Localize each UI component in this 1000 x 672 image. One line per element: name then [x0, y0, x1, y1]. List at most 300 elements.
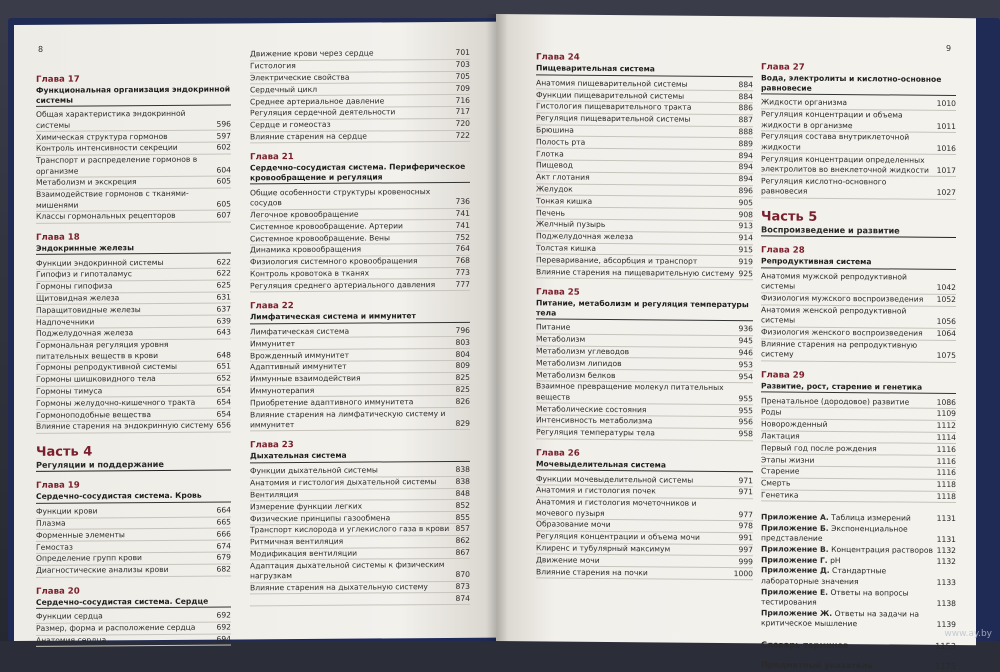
toc-entry-title: Щитовидная железа: [36, 293, 120, 303]
toc-entry-title: Гистология пищеварительного тракта: [536, 101, 692, 113]
toc-entry: [761, 339, 956, 363]
toc-entry-page: 692: [216, 610, 231, 621]
toc-entry-page: 741: [455, 208, 470, 218]
chapter-number: Глава 17: [36, 74, 80, 85]
glossary-title: Словарь терминов: [761, 638, 849, 650]
toc-entry-title: Функции крови: [36, 506, 98, 517]
toc-entry: [36, 188, 231, 212]
toc-entry-page: 674: [216, 541, 231, 551]
toc-entry-title: Метаболизм и экскреция: [36, 177, 137, 188]
toc-entry-title: Гормоноподобные вещества: [36, 409, 152, 420]
toc-entry-title: Первый год после рождения: [761, 443, 877, 454]
toc-entry-page: 894: [738, 174, 753, 184]
toc-entry-page: 652: [216, 373, 231, 383]
toc-entry-page: 977: [738, 509, 753, 519]
toc-entry-title: Тонкая кишка: [536, 196, 593, 206]
toc-entry-title: Приобретение адаптивного иммунитета: [250, 397, 414, 408]
toc-entry-title: Гипофиз и гипоталамус: [36, 269, 132, 280]
appendix-entry: [761, 565, 956, 588]
toc-entry-page: 886: [738, 103, 753, 113]
toc-entry-page: 796: [455, 325, 470, 335]
appendix-entry: [761, 587, 956, 610]
toc-entry-title: Анатомия пищеварительной системы: [536, 78, 688, 89]
appendix-text: [761, 608, 937, 630]
appendix-text: [761, 523, 937, 545]
toc-entry-title: Электрические свойства: [250, 72, 350, 83]
toc-entry-title: Полость рта: [536, 137, 586, 147]
toc-entry: [536, 267, 753, 281]
toc-entry-title: Лактация: [761, 431, 800, 441]
toc-entry: [250, 593, 470, 606]
toc-entry-title: Влияние старения на сердце: [250, 131, 367, 142]
chapter-number: Глава 23: [250, 440, 294, 451]
toc-entry-page: 692: [216, 622, 231, 632]
toc-entry-page: 999: [738, 556, 753, 566]
toc-entry-page: 716: [455, 95, 470, 105]
left-column-2: [250, 48, 470, 607]
toc-entry-page: 955: [738, 393, 753, 404]
chapter-number: Глава 18: [36, 232, 80, 243]
toc-entry: [536, 381, 753, 405]
page-number-left: 8: [38, 44, 44, 54]
toc-entry-page: 773: [455, 267, 470, 277]
chapter-title: Пищеварительная система: [536, 63, 753, 76]
appendix-label: Приложение Г.: [761, 554, 828, 565]
toc-entry: [536, 566, 753, 580]
toc-entry: [761, 176, 956, 200]
chapter-number: Глава 20: [36, 586, 80, 597]
toc-entry-page: 852: [455, 500, 470, 510]
toc-entry-page: 741: [455, 220, 470, 230]
toc-entry-title: [250, 604, 456, 605]
toc-entry-page: 1056: [936, 317, 956, 327]
toc-entry-title: Движение мочи: [536, 555, 600, 565]
toc-entry-title: Влияние старения на дыхательную систему: [250, 582, 428, 593]
toc-entry-page: 1042: [936, 283, 956, 293]
chapter-title: Мочевыделительная система: [536, 459, 753, 472]
chapter-number: Глава 26: [536, 447, 580, 459]
glossary-page: 1153: [935, 640, 956, 651]
chapter-title: Сердечно-сосудистая система. Сердце: [36, 596, 231, 609]
toc-entry-title: Гормоны гипофиза: [36, 281, 113, 292]
toc-entry-page: 648: [216, 350, 231, 360]
toc-entry-page: 894: [738, 150, 753, 160]
toc-entry-page: 873: [455, 581, 470, 591]
toc-entry-page: 946: [738, 348, 753, 358]
toc-entry: [250, 408, 470, 432]
toc-entry-title: Лимфатическая система: [250, 326, 350, 337]
appendix-label: Приложение Б.: [761, 522, 829, 533]
toc-entry-page: 622: [216, 257, 231, 267]
toc-entry-page: 717: [455, 107, 470, 117]
toc-entry-page: 848: [455, 488, 470, 498]
toc-entry-page: 936: [738, 324, 753, 334]
toc-entry-title: Старение: [761, 466, 800, 477]
toc-entry-page: 694: [216, 634, 231, 644]
toc-entry-title: Желчный пузырь: [536, 219, 606, 230]
toc-entry-title: Этапы жизни: [761, 454, 815, 465]
toc-entry-title: Среднее артериальное давление: [250, 95, 385, 106]
toc-entry-page: 1118: [936, 491, 956, 501]
toc-entry-title: Функции дыхательной системы: [250, 465, 378, 476]
toc-entry-title: Адаптация дыхательной системы к физическим нагрузкам: [250, 559, 445, 581]
toc-entry: [761, 305, 956, 329]
toc-entry-page: 768: [455, 255, 470, 266]
toc-entry-page: 777: [455, 279, 470, 289]
toc-entry-title: Анатомия сердца: [36, 635, 107, 645]
appendix-page: 1131: [936, 534, 956, 544]
glossary-entry: [761, 639, 956, 651]
toc-entry-title: Сердце и гомеостаз: [250, 119, 331, 130]
toc-entry-page: 958: [738, 429, 753, 439]
toc-entry-title: Поджелудочная железа: [536, 231, 634, 242]
left-column-1: [36, 73, 231, 647]
toc-entry-page: 722: [455, 130, 470, 140]
toc-entry-page: 914: [738, 233, 753, 243]
chapter-title: Сердечно-сосудистая система. Кровь: [36, 491, 231, 504]
toc-entry-title: Вентиляция: [250, 489, 299, 500]
toc-entry-page: 826: [455, 396, 470, 406]
toc-entry-title: Метаболизм белков: [536, 369, 616, 380]
toc-entry-page: 870: [455, 569, 470, 580]
toc-entry-page: 804: [455, 349, 470, 359]
toc-entry-page: 829: [455, 418, 470, 428]
toc-entry-title: Влияние старения на эндокринную систему: [36, 421, 214, 432]
toc-entry-title: Форменные элементы: [36, 529, 125, 540]
toc-entry-title: Питание: [536, 322, 571, 333]
appendix-title: Ответы на вопросы тестирования: [761, 587, 909, 607]
toc-entry-title: Легочное кровообращение: [250, 209, 359, 220]
toc-entry-page: 887: [738, 115, 753, 125]
toc-entry: [536, 497, 753, 521]
toc-entry-title: Роды: [761, 407, 782, 417]
toc-entry-title: Ритмичная вентиляция: [250, 536, 344, 547]
toc-entry-page: 1116: [936, 468, 956, 478]
toc-entry: [761, 154, 956, 178]
toc-entry-title: Метаболические состояния: [536, 403, 647, 414]
toc-entry-page: 978: [738, 521, 753, 531]
toc-entry-page: 1075: [936, 351, 956, 361]
toc-entry-title: Метаболизм углеводов: [536, 346, 630, 357]
chapter-title: Развитие, рост, старение и генетика: [761, 381, 956, 394]
toc-entry: [250, 559, 470, 583]
toc-entry-title: Функции эндокринной системы: [36, 257, 164, 268]
toc-entry-title: Физиология мужского воспроизведения: [761, 293, 924, 304]
toc-entry-page: 1112: [936, 421, 956, 431]
toc-entry-page: 701: [455, 48, 470, 58]
toc-entry-title: Иммунотерапия: [250, 385, 315, 396]
toc-entry-page: 915: [738, 245, 753, 255]
book-gutter: [486, 14, 508, 641]
toc-entry-title: Взаимное превращение молекул питательных веществ: [536, 381, 724, 402]
toc-entry-page: 971: [738, 475, 753, 485]
toc-entry-title: Пренатальное (дородовое) развитие: [761, 395, 910, 407]
toc-entry-title: Движение крови через сердце: [250, 48, 374, 59]
toc-entry-page: 953: [738, 359, 753, 370]
toc-entry-title: Метаболизм: [536, 334, 586, 345]
toc-entry-title: Химическая структура гормонов: [36, 131, 168, 142]
toc-entry: [36, 339, 231, 363]
appendix-entry: [761, 608, 956, 631]
toc-entry-title: Гормоны репродуктивной системы: [36, 362, 177, 373]
chapter-number: Глава 24: [536, 52, 580, 63]
toc-entry-title: Модификация вентиляции: [250, 548, 358, 559]
toc-entry: [36, 210, 231, 223]
index-page: 1175: [935, 660, 956, 672]
toc-entry: [761, 271, 956, 295]
toc-entry-page: 1118: [936, 480, 956, 490]
toc-entry-title: Гормоны желудочно-кишечного тракта: [36, 397, 196, 408]
toc-entry-page: 604: [216, 165, 231, 175]
appendix-title: Ответы на задачи на критическое мышление: [761, 608, 920, 629]
toc-entry-title: Физиология системного кровообращения: [250, 256, 418, 267]
chapter-title: Сердечно-сосудистая система. Периферическое кровообращение и регуляция: [250, 162, 470, 185]
appendix-label: Приложение Ж.: [761, 608, 833, 618]
toc-entry-title: Анатомия женской репродуктивной системы: [761, 305, 907, 325]
toc-entry-page: 905: [738, 197, 753, 208]
toc-entry-page: 997: [738, 545, 753, 555]
toc-entry-page: 1109: [936, 409, 956, 419]
toc-entry-title: Классы гормональных рецепторов: [36, 211, 176, 222]
toc-entry-page: 803: [455, 337, 470, 347]
toc-entry-page: 705: [455, 71, 470, 81]
toc-entry-page: 709: [455, 83, 470, 93]
toc-entry-title: Образование мочи: [536, 519, 611, 530]
toc-entry-title: Регуляция среднего артериального давления: [250, 279, 436, 291]
toc-entry-title: Сердечный цикл: [250, 84, 318, 95]
appendix-page: 1132: [936, 545, 956, 555]
toc-entry-title: Желудок: [536, 184, 573, 194]
chapter-number: Глава 29: [761, 370, 805, 381]
appendix-page: 1133: [936, 577, 956, 587]
toc-entry-title: Паращитовидные железы: [36, 304, 141, 315]
toc-entry-page: 665: [216, 517, 231, 527]
toc-entry-title: Общая характеристика эндокринной системы: [36, 109, 186, 130]
toc-entry-title: Функции сердца: [36, 611, 103, 622]
toc-entry-title: Транспорт кислорода и углекислого газа в крови: [250, 524, 450, 535]
toc-entry-page: 1116: [936, 444, 956, 454]
toc-entry-title: Жидкости организма: [761, 97, 847, 108]
appendix-list: [761, 512, 956, 631]
chapter-title: Вода, электролиты и кислотно-основное равновесие: [761, 73, 956, 96]
toc-entry-title: Регуляция состава внутриклеточной жидкости: [761, 131, 910, 152]
index-title: Предметный указатель: [761, 659, 873, 671]
toc-entry-title: Переваривание, абсорбция и транспорт: [536, 255, 698, 266]
toc-entry-page: 1016: [936, 143, 956, 153]
toc-entry-page: 602: [216, 142, 231, 152]
toc-entry-title: Диагностические анализы крови: [36, 565, 169, 575]
toc-entry-page: 913: [738, 221, 753, 231]
toc-entry-page: 908: [738, 209, 753, 219]
toc-entry-page: 1011: [936, 121, 956, 131]
toc-entry-title: Иммунные взаимодействия: [250, 373, 361, 384]
toc-entry-page: 664: [216, 505, 231, 515]
toc-entry: [36, 634, 231, 647]
chapter-title: Питание, метаболизм и регуляция температуры тела: [536, 298, 753, 321]
right-page: [496, 14, 976, 672]
toc-entry-page: 597: [216, 131, 231, 141]
toc-entry-page: 867: [455, 547, 470, 557]
appendix-label: Приложение А.: [761, 512, 829, 522]
toc-entry-title: Влияние старения на лимфатическую систему и иммунитет: [250, 408, 446, 430]
toc-entry-page: 954: [738, 371, 753, 381]
toc-entry-page: 1052: [936, 294, 956, 305]
toc-entry: [761, 490, 956, 503]
toc-entry-title: Печень: [536, 208, 565, 218]
chapter-number: Глава 22: [250, 301, 294, 312]
toc-entry-title: Пищевод: [536, 160, 573, 171]
toc-entry-title: Поджелудочная железа: [36, 328, 134, 339]
toc-entry-title: Влияние старения на почки: [536, 566, 648, 577]
appendix-label: Приложение Д.: [761, 565, 830, 576]
toc-entry-page: 654: [216, 385, 231, 395]
chapter-title: Репродуктивная система: [761, 256, 956, 269]
toc-entry-page: 857: [455, 524, 470, 534]
toc-entry-title: Регуляция кислотно-основного равновесия: [761, 176, 887, 196]
toc-entry-page: 703: [455, 60, 470, 70]
part-title: Часть 4: [36, 444, 93, 460]
toc-entry-page: 651: [216, 361, 231, 372]
toc-entry-page: 607: [216, 210, 231, 220]
toc-entry-page: 862: [455, 535, 470, 546]
part-title: Часть 5: [761, 208, 818, 225]
index-entry: [761, 659, 956, 671]
toc-entry-title: Контроль кровотока в тканях: [250, 268, 370, 279]
toc-entry-page: 971: [738, 487, 753, 497]
toc-entry-page: 838: [455, 476, 470, 487]
toc-entry: [36, 564, 231, 577]
appendix-page: 1139: [936, 620, 956, 630]
right-column-2: [761, 62, 956, 671]
part-subtitle: Воспроизведение и развитие: [761, 224, 956, 238]
toc-entry-title: Надпочечники: [36, 317, 95, 327]
toc-entry-title: Брюшина: [536, 125, 574, 135]
toc-entry-page: 809: [455, 361, 470, 371]
toc-entry-page: 896: [738, 186, 753, 196]
appendix-label: Приложение В.: [761, 544, 829, 554]
toc-entry-title: Анатомия и гистология мочеточников и мочевого пузыря: [536, 497, 697, 518]
toc-entry-title: Анатомия мужской репродуктивной системы: [761, 271, 907, 291]
toc-entry-page: 679: [216, 552, 231, 562]
toc-entry-page: 945: [738, 336, 753, 346]
appendix-text: [761, 566, 937, 588]
toc-entry-page: 855: [455, 512, 470, 522]
toc-entry-page: 955: [738, 405, 753, 415]
toc-entry-page: 643: [216, 327, 231, 338]
page-number-right: 9: [946, 43, 952, 53]
appendix-page: 1131: [936, 513, 956, 523]
chapter-number: Глава 19: [36, 480, 80, 492]
toc-entry: [36, 108, 231, 132]
toc-entry-title: Динамика кровообращения: [250, 244, 362, 255]
toc-entry-page: 888: [738, 127, 753, 137]
toc-entry-title: Регуляция пищеварительной системы: [536, 113, 691, 124]
appendix-label: Приложение Е.: [761, 586, 829, 597]
chapter-number: Глава 25: [536, 287, 580, 298]
left-page: [14, 22, 496, 645]
toc-entry-title: Системное кровообращение. Вены: [250, 232, 390, 243]
toc-entry-title: Плазма: [36, 518, 66, 528]
toc-entry-page: 656: [216, 420, 231, 431]
toc-entry-title: Акт глотания: [536, 172, 590, 183]
appendix-title: Концентрация растворов: [831, 544, 933, 555]
toc-entry-page: 682: [216, 564, 231, 574]
toc-entry: [250, 279, 470, 292]
toc-entry-page: 605: [216, 199, 231, 209]
toc-entry-title: Анатомия и гистология дыхательной системы: [250, 477, 437, 488]
toc-entry-page: 654: [216, 409, 231, 419]
toc-entry-page: 825: [455, 373, 470, 383]
appendix-page: 1138: [936, 598, 956, 608]
toc-entry: [250, 130, 470, 143]
toc-entry: [36, 154, 231, 178]
toc-entry-page: 622: [216, 268, 231, 279]
toc-entry-page: 1017: [936, 165, 956, 176]
toc-entry: [250, 186, 470, 210]
chapter-title: Эндокринные железы: [36, 242, 231, 255]
toc-entry-title: Функции мочевыделительной системы: [536, 473, 694, 485]
toc-entry-page: 596: [216, 119, 231, 129]
right-column-1: [536, 52, 753, 580]
toc-entry-title: Физиология женского воспроизведения: [761, 327, 923, 338]
toc-entry-page: 894: [738, 162, 753, 172]
toc-entry-title: Гормоны шишковидного тела: [36, 374, 156, 385]
toc-entry-page: 1086: [936, 397, 956, 407]
toc-entry-page: 736: [455, 196, 470, 207]
toc-entry-title: Регуляция сердечной деятельности: [250, 107, 396, 118]
toc-entry-title: Гемостаз: [36, 542, 73, 552]
toc-entry-page: 720: [455, 118, 470, 129]
toc-entry-page: 991: [738, 533, 753, 543]
toc-entry-title: Гистология: [250, 61, 296, 71]
appendix-page: 1132: [936, 556, 956, 566]
toc-entry-page: 1116: [936, 456, 956, 466]
toc-entry-title: Регуляция концентрации определенных электролитов во внеклеточной жидкости: [761, 153, 929, 175]
toc-entry-title: Смерть: [761, 478, 791, 488]
chapter-number: Глава 21: [250, 152, 294, 163]
toc-entry-page: 639: [216, 316, 231, 326]
toc-entry: [761, 131, 956, 155]
toc-entry-title: Новорожденный: [761, 419, 828, 430]
toc-entry-page: 1064: [936, 328, 956, 339]
chapter-title: Лимфатическая система и иммунитет: [250, 311, 470, 324]
toc-entry-title: Клиренс и тубулярный максимум: [536, 543, 671, 554]
watermark: www.ay.by: [944, 629, 992, 639]
toc-entry-title: Генетика: [761, 490, 799, 500]
chapter-title: Функциональная организация эндокринной системы: [36, 84, 231, 106]
toc-entry-title: Общие особенности структуры кровеносных сосудов: [250, 186, 431, 208]
toc-entry-page: 889: [738, 138, 753, 149]
toc-entry-page: 1114: [936, 432, 956, 443]
appendix-title: Экспоненциальное представление: [761, 523, 908, 543]
toc-entry-page: 925: [738, 268, 753, 278]
toc-entry-page: 654: [216, 397, 231, 407]
toc-entry-title: Гормоны тимуса: [36, 386, 103, 396]
toc-entry-title: Метаболизм липидов: [536, 358, 622, 368]
toc-entry-title: Размер, форма и расположение сердца: [36, 622, 196, 634]
toc-entry-title: Системное кровообращение. Артерии: [250, 221, 403, 232]
toc-entry-title: Гормональная регуляция уровня питательных веществ в крови: [36, 340, 169, 361]
toc-entry-page: 637: [216, 304, 231, 314]
toc-entry: [36, 421, 231, 434]
toc-entry-title: Регуляция температуры тела: [536, 427, 655, 438]
appendix-text: [761, 587, 937, 609]
toc-entry-page: 1027: [936, 188, 956, 198]
toc-entry-page: 884: [738, 80, 753, 90]
toc-entry: [536, 427, 753, 441]
toc-entry-title: Глотка: [536, 149, 564, 159]
toc-entry-page: 631: [216, 292, 231, 302]
